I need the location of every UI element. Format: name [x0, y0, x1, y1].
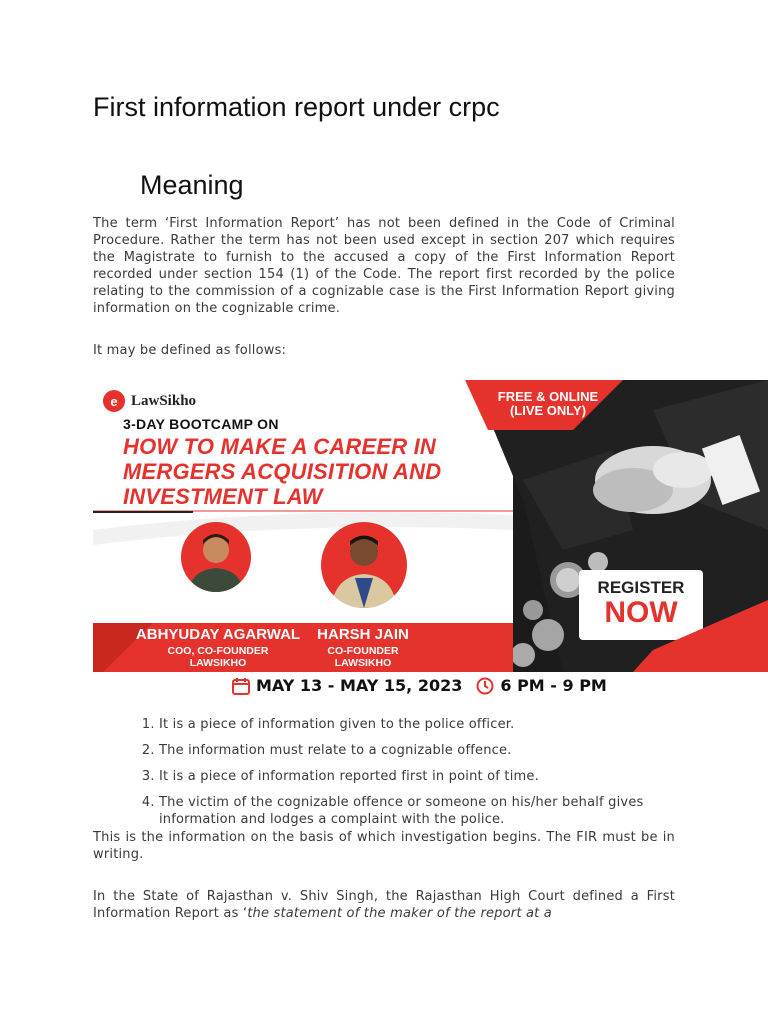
now-label: NOW	[604, 596, 678, 629]
paragraph-intro: It may be defined as follows:	[93, 343, 287, 358]
avatar-speaker-1	[181, 522, 251, 592]
avatar-speaker-2	[321, 522, 407, 608]
speaker-2-name: HARSH JAIN	[317, 626, 409, 643]
list-item: 3. It is a piece of information reported first in point of time.	[159, 768, 675, 785]
event-dates: MAY 13 - MAY 15, 2023	[256, 676, 463, 695]
list-item: 4. The victim of the cognizable offence or someone on his/her behalf gives information and lodges a complaint with the police.	[159, 794, 675, 828]
person-icon	[181, 522, 251, 592]
event-schedule	[232, 676, 607, 695]
clock-icon	[476, 677, 494, 695]
free-online-badge	[493, 390, 603, 418]
logo-text: LawSikho	[131, 392, 197, 409]
bootcamp-label: 3-DAY BOOTCAMP ON	[123, 416, 279, 432]
list-item: 1. It is a piece of information given to the police officer.	[159, 716, 675, 733]
speaker-2-role	[293, 645, 433, 669]
register-label: REGISTER	[597, 578, 685, 597]
case-law-quote: the statement of the maker of the report at a	[247, 906, 552, 921]
register-now-button[interactable]	[579, 570, 703, 640]
logo-mark: e	[103, 390, 125, 412]
banner-headline: HOW TO MAKE A CAREER IN MERGERS ACQUISITION AND INVESTMENT LAW	[123, 434, 442, 509]
paragraph-investigation: This is the information on the basis of which investigation begins. The FIR must be in writing.	[93, 830, 675, 862]
document-title: First information report under crpc	[93, 92, 500, 122]
headline-divider	[93, 511, 193, 513]
speaker-1-role	[113, 645, 323, 669]
speaker-1-role-line-1: COO, CO-FOUNDER	[167, 645, 269, 657]
paragraph-case-law	[93, 888, 675, 922]
paragraph-definition: The term ‘First Information Report’ has not been defined in the Code of Criminal Procedure. Rather the term has not been used except in section 207 which requires the Magistrate to furnish to the accused a copy of the First Information Report recorded under section 154 (1) of the Code. The report first recorded by the police relating to the commission of a cognizable case is the First Information Report giving information on the cognizable crime.	[93, 216, 675, 316]
lawsikho-logo	[103, 390, 196, 412]
free-line-2: (LIVE ONLY)	[509, 403, 587, 418]
calendar-icon	[232, 677, 250, 695]
person-icon	[321, 522, 407, 608]
free-line-1: FREE & ONLINE	[497, 389, 599, 404]
event-time: 6 PM - 9 PM	[500, 676, 607, 695]
fir-characteristics-list	[93, 716, 675, 828]
case-law-text: In the State of Rajasthan v. Shiv Singh, the Rajasthan High Court defined a First Information Report as ‘	[93, 889, 675, 921]
list-item: 2. The information must relate to a cognizable offence.	[159, 742, 675, 759]
speaker-2-role-line-2: LAWSIKHO	[334, 657, 392, 669]
section-heading: Meaning	[140, 170, 244, 200]
speaker-1-role-line-2: LAWSIKHO	[189, 657, 247, 669]
promo-banner[interactable]	[93, 380, 768, 672]
speaker-1-name: ABHYUDAY AGARWAL	[135, 626, 301, 643]
speaker-2-role-line-1: CO-FOUNDER	[327, 645, 399, 657]
